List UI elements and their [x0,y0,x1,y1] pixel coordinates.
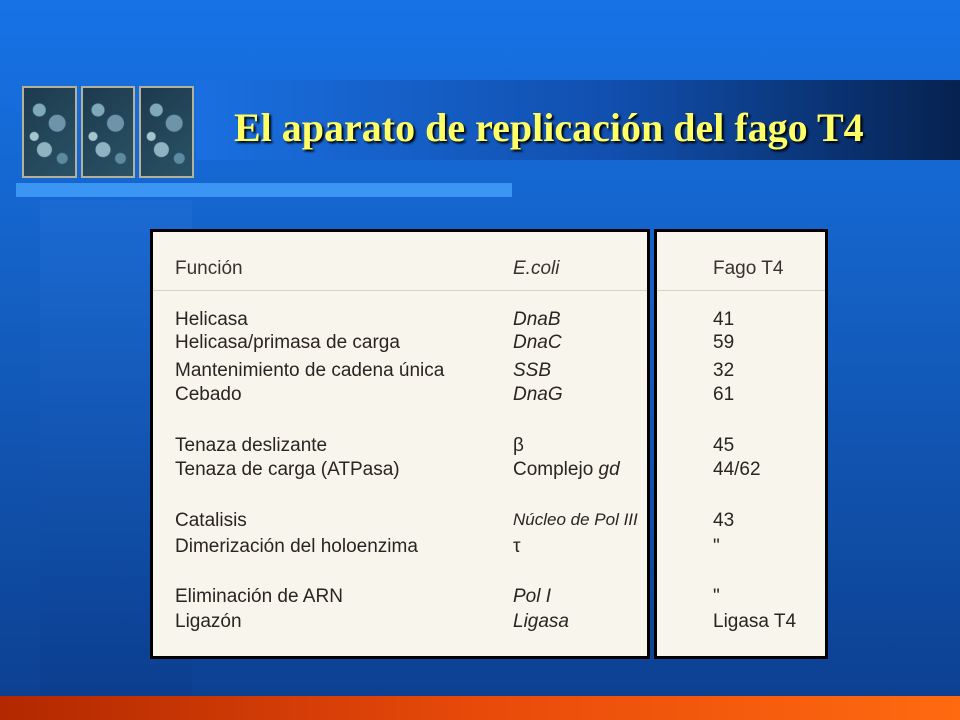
micrograph-tile [81,86,136,178]
bottom-bar [0,696,960,720]
row-t4: 43 [713,510,735,531]
micrograph-tile [139,86,194,178]
row-function: Helicasa [175,309,248,330]
row-ecoli: DnaC [513,332,562,353]
row-ecoli: τ [513,536,521,557]
row-function: Eliminación de ARN [175,586,343,607]
row-function: Helicasa/primasa de carga [175,332,400,353]
row-ecoli: Pol I [513,586,552,607]
row-t4: 41 [713,309,735,330]
slide-title: El aparato de replicación del fago T4 [234,105,864,150]
row-t4: 59 [713,332,735,353]
row-function: Tenaza de carga (ATPasa) [175,459,400,480]
row-ecoli [513,459,620,481]
row-ecoli: DnaG [513,384,563,405]
row-ecoli: Ligasa [513,611,569,632]
row-ecoli: SSB [513,360,552,381]
row-t4: 44/62 [713,459,761,480]
row-ecoli-italic: gd [598,459,620,480]
row-function: Tenaza deslizante [175,435,328,456]
row-function: Ligazón [175,611,242,632]
virus-micrograph-icon [22,86,194,178]
row-t4: Ligasa T4 [713,611,797,632]
row-function: Cebado [175,384,242,405]
row-t4: 32 [713,360,735,381]
row-function: Catalisis [175,510,247,531]
micrograph-tile [22,86,77,178]
table-main-panel [150,229,650,659]
row-t4: " [713,536,720,557]
accent-line [16,183,512,197]
table-t4-panel [654,229,828,659]
row-ecoli-text: Complejo [513,459,599,480]
header-t4: Fago T4 [713,258,784,279]
row-ecoli: DnaB [513,309,561,330]
row-function: Mantenimiento de cadena única [175,360,445,381]
row-t4: " [713,586,720,607]
header-divider [657,290,825,291]
row-ecoli: Núcleo de Pol III [513,510,638,529]
row-ecoli: β [513,435,524,456]
header-ecoli: E.coli [513,258,560,279]
row-t4: 61 [713,384,735,405]
row-function: Dimerización del holoenzima [175,536,418,557]
header-function: Función [175,258,243,279]
header-divider [153,290,647,291]
row-t4: 45 [713,435,735,456]
